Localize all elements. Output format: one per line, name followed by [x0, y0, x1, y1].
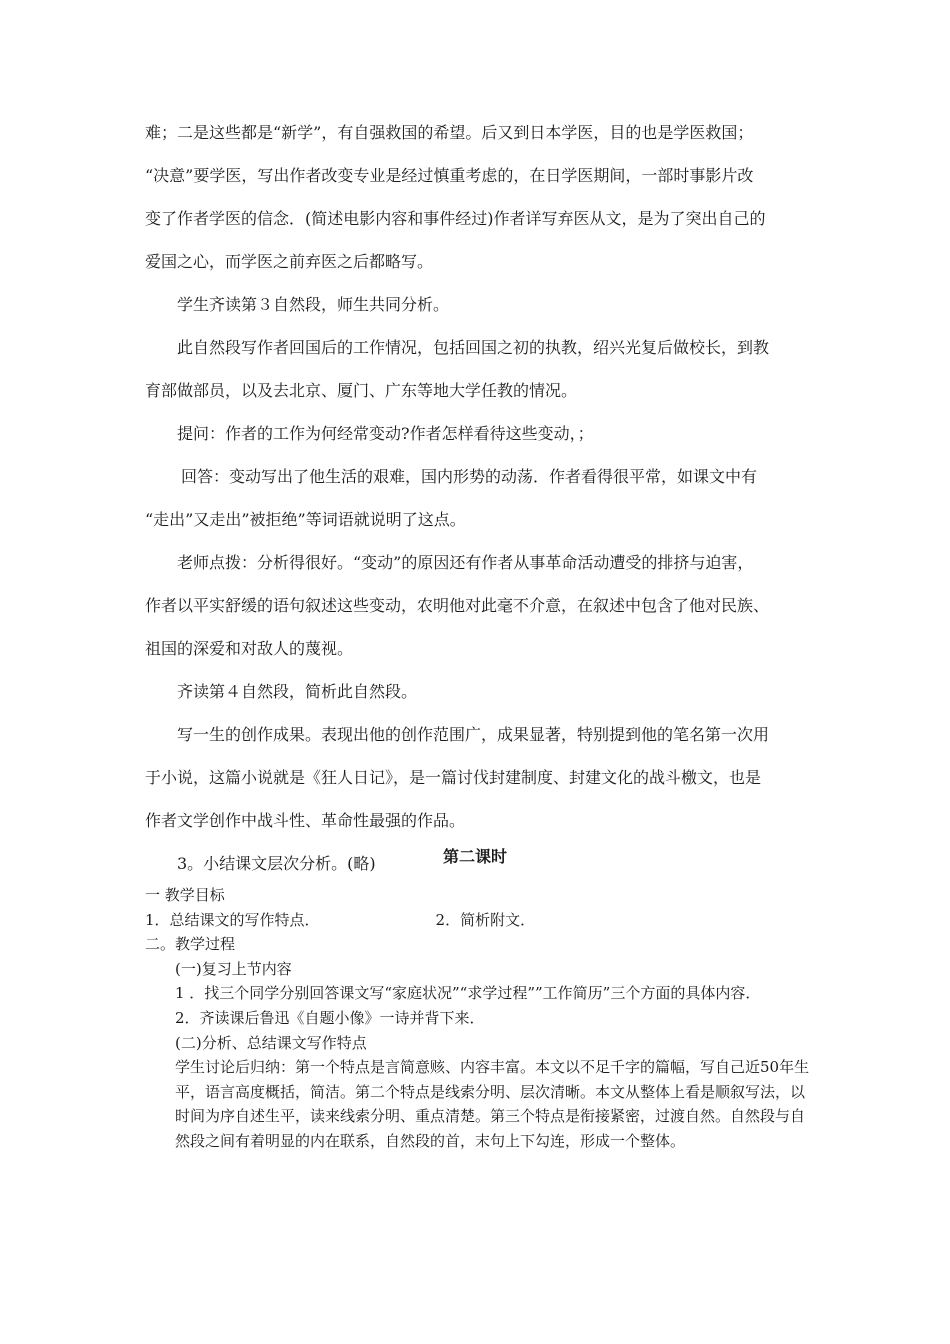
process-item: 2．齐读课后鲁迅《自题小像》一诗并背下来．: [175, 1008, 485, 1027]
goal-item: 2．简析附文．: [435, 910, 536, 929]
summary-paragraph: 学生讨论后归纳：第一个特点是言简意赅、内容丰富。本文以不足千字的篇幅，写自己近50年生平，语言高度概括，简洁。第二个特点是线索分明、层次清晰。本文从整体上看是顺叙写法，以时间为序自述生平，读来线索分明、重点清楚。第三个特点是衔接紧密，过渡自然。自然段与自然段之间有着明显的内在联系，自然段的首，末句上下勾连，形成一个整体。: [175, 1058, 810, 1150]
section-two-body: [145, 883, 815, 1154]
paragraph-line: “决意”要学医，写出作者改变专业是经过慎重考虑的，在日学医期间，一部时事影片改: [145, 166, 754, 185]
goals-line: [145, 908, 815, 933]
paragraph-line: 提问：作者的工作为何经常变动?作者怎样看待这些变动，；: [177, 424, 594, 443]
paragraph-line: 祖国的深爱和对敌人的蔑视。: [145, 639, 354, 658]
paragraph-line: 作者文学创作中战斗性、革命性最强的作品。: [145, 811, 466, 830]
paragraph-line: 作者以平实舒缓的语句叙述这些变动，农明他对此毫不介意，在叙述中包含了他对民族、: [145, 596, 770, 615]
paragraph-line: 3。小结课文层次分析。(略): [177, 854, 376, 873]
paragraph-line: 育部做部员，以及去北京、厦门、广东等地大学任教的情况。: [145, 381, 578, 400]
paragraph-line: 学生齐读第３自然段，师生共同分析。: [177, 295, 450, 314]
section-one-body: [145, 111, 825, 885]
paragraph-line: 难；二是这些都是“新学”，有自强救国的希望。后又到日本学医，目的也是学医救国；: [145, 123, 754, 142]
goal-item: 1．总结课文的写作特点．: [145, 910, 320, 929]
heading-teaching-process: 二。教学过程: [145, 935, 236, 954]
subheading-analysis: (二)分析、总结课文写作特点: [175, 1033, 367, 1052]
paragraph-line: 老师点拨：分析得很好。“变动”的原因还有作者从事革命活动遭受的排挤与迫害，: [177, 553, 754, 572]
paragraph-line: 于小说，这篇小说就是《狂人日记》，是一篇讨伐封建制度、封建文化的战斗檄文，也是: [145, 768, 762, 787]
section-title: 第二课时: [442, 847, 507, 866]
subheading-review: (一)复习上节内容: [175, 959, 292, 978]
heading-teaching-goals: 一 教学目标: [145, 886, 225, 904]
paragraph-line: 爱国之心，而学医之前弃医之后都略写。: [145, 252, 434, 271]
paragraph-line: 变了作者学医的信念．(简述电影内容和事件经过)作者详写弃医从文，是为了突出自己的: [145, 209, 766, 228]
paragraph-line: 写一生的创作成果。表现出他的创作范围广，成果显著，特别提到他的笔名第一次用: [177, 725, 770, 744]
paragraph-line: 齐读第４自然段，简析此自然段。: [177, 682, 418, 701]
paragraph-line: 此自然段写作者回国后的工作情况，包括回国之初的执教，绍兴光复后做校长，到教: [177, 338, 770, 357]
paragraph-line: “走出”又走出”被拒绝”等词语就说明了这点。: [145, 510, 466, 529]
process-item: 1 ．找三个同学分别回答课文写“家庭状况”“求学过程””工作简历”三个方面的具体内容．: [175, 984, 761, 1003]
paragraph-line: 回答：变动写出了他生活的艰难，国内形势的动荡．作者看得很平常，如课文中有: [181, 467, 758, 486]
